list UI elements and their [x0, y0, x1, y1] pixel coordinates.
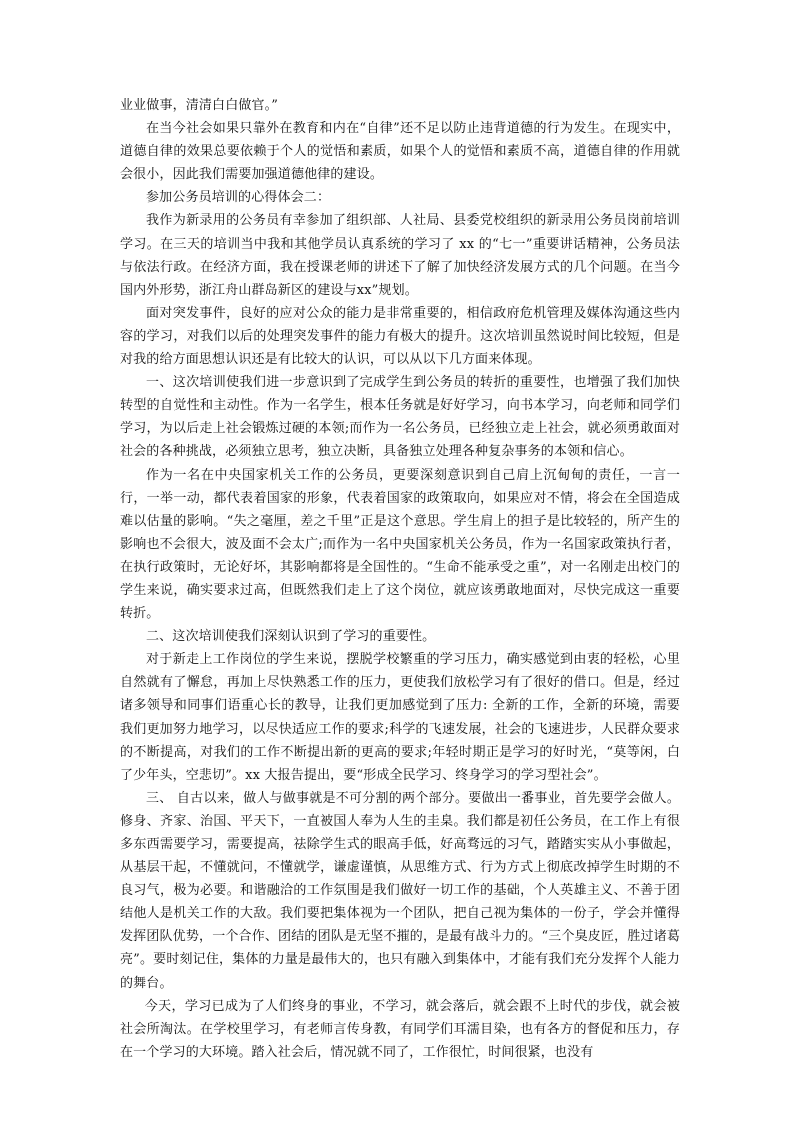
paragraph-8: 二、这次培训使我们深刻认识到了学习的重要性。 — [146, 629, 436, 645]
document-page — [120, 94, 680, 1064]
section-heading-2: 参加公务员培训的心得体会二： — [146, 190, 331, 206]
paragraph-10: 三、 自古以来，做人与做事就是不可分割的两个部分。要做出一番事业，首先要学会做人。修身、齐家、治国、平天下，一直被国人奉为人生的圭臬。我们都是初任公务员，在工作上有很多东西需要学习，需要提高，祛除学生式的眼高手低，好高骛远的习气，踏踏实实从小事做起，从基层干起，不懂就问，不懂就学，谦虚谨慎，从思维方式、行为方式上彻底改掉学生时期的不良习气，极为必要。和谐融洽的工作氛围是我们做好一切工作的基础，个人英雄主义、不善于团结他人是机关工作的大敌。我们要把集体视为一个团队，把自己视为集体的一份子，学会并懂得发挥团队优势，一个合作、团结的团队是无坚不摧的，是最有战斗力的。“三个臭皮匠，胜过诸葛亮”。要时刻记住，集体的力量是最伟大的，也只有融入到集体中，才能有我们充分发挥个人能力的舞台。 — [120, 790, 680, 991]
paragraph-11: 今天，学习已成为了人们终身的事业，不学习，就会落后，就会跟不上时代的步伐，就会被社会所淘汰。在学校里学习，有老师言传身教，有同学们耳濡目染，也有各方的督促和压力，存在一个学习的大环境。踏入社会后，情况就不同了，工作很忙，时间很紧，也没有 — [120, 998, 680, 1060]
paragraph-5: 面对突发事件，良好的应对公众的能力是非常重要的，相信政府危机管理及媒体沟通这些内容的学习，对我们以后的处理突发事件的能力有极大的提升。这次培训虽然说时间比较短，但是对我的给方面思想认识还是有比较大的认识，可以从以下几方面来体现。 — [120, 305, 680, 368]
paragraph-2: 在当今社会如果只靠外在教育和内在“自律”还不足以防止违背道德的行为发生。在现实中，道德自律的效果总要依赖于个人的觉悟和素质，如果个人的觉悟和素质不高，道德自律的作用就会很小，因此我们需要加强道德他律的建设。 — [120, 121, 680, 183]
paragraph-9: 对于新走上工作岗位的学生来说，摆脱学校繁重的学习压力，确实感觉到由衷的轻松，心里自然就有了懈怠，再加上尽快熟悉工作的压力，更使我们放松学习有了很好的借口。但是，经过诸多领导和同事们语重心长的教导，让我们更加感觉到了压力: 全新的工作，全新的环境，需要我们更加努力地学习，以尽快适应工作的要求;科学的飞速发展，社会的飞速进步，人民群众要求的不断提高，对我们的工作不断提出新的更高的要求;年轻时期正是学习的好时光，“莫等闲，白了少年头，空悲切”。xx 大报告提出，要“形成全民学习、终身学习的学习型社会”。 — [120, 652, 680, 783]
paragraph-6: 一、这次培训使我们进一步意识到了完成学生到公务员的转折的重要性，也增强了我们加快转型的自觉性和主动性。作为一名学生，根本任务就是好好学习，向书本学习，向老师和同学们学习，为以后走上社会锻炼过硬的本领;而作为一名公务员，已经独立走上社会，就必须勇敢面对社会的各种挑战，必须独立思考，独立决断，具备独立处理各种复杂事务的本领和信心。 — [120, 375, 680, 460]
paragraph-7: 作为一名在中央国家机关工作的公务员，更要深刻意识到自己肩上沉甸甸的责任，一言一行，一举一动，都代表着国家的形象，代表着国家的政策取向，如果应对不情，将会在全国造成难以估量的影响。“失之毫厘，差之千里”正是这个意思。学生肩上的担子是比较轻的，所产生的影响也不会很大，波及面不会太广;而作为一名中央国家机关公务员，作为一名国家政策执行者，在执行政策时，无论好坏，其影响都将是全国性的。“生命不能承受之重”，对一名刚走出校门的学生来说，确实要求过高，但既然我们走上了这个岗位，就应该勇敢地面对，尽快完成这一重要转折。 — [120, 467, 680, 622]
paragraph-4: 我作为新录用的公务员有幸参加了组织部、人社局、县委党校组织的新录用公务员岗前培训学习。在三天的培训当中我和其他学员认真系统的学习了 xx 的“七一”重要讲话精神，公务员法与依法行政。在经济方面，我在授课老师的讲述下了解了加快经济发展方式的几个问题。在当今国内外形势，浙江舟山群岛新区的建设与xx”规划。 — [120, 213, 680, 298]
paragraph-1: 业业做事，清清白白做官。” — [120, 98, 279, 113]
